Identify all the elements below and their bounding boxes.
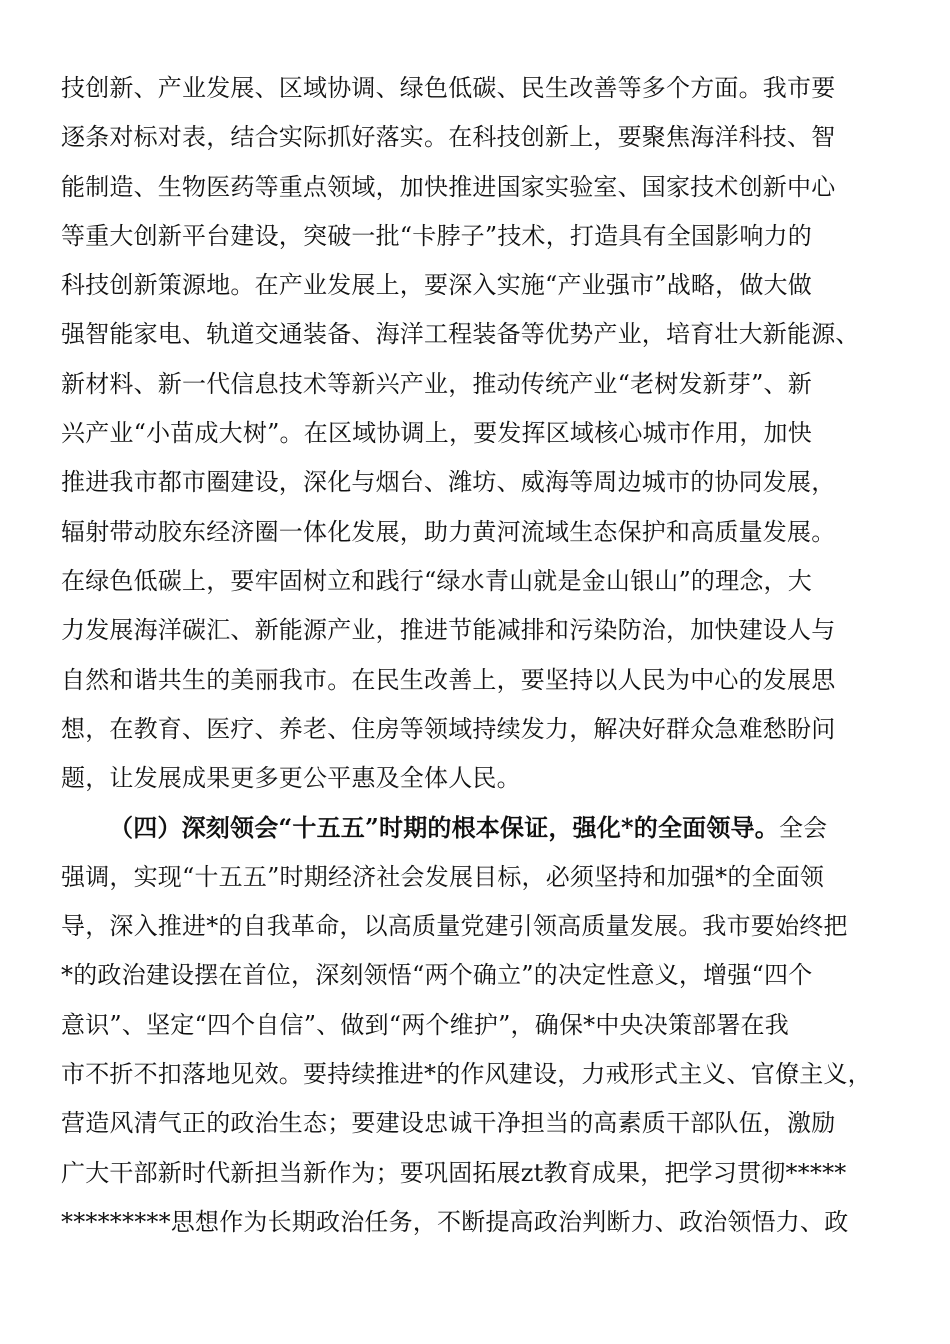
paragraph-line: 兴产业“小苗成大树”。在区域协调上，要发挥区域核心城市作用，加快: [61, 419, 812, 448]
paragraph-line: 市不折不扣落地见效。要持续推进*的作风建设，力戒形式主义、官僚主义，: [61, 1059, 872, 1088]
document-body: [61, 64, 891, 1247]
section-heading-rest: 全会: [778, 814, 828, 843]
paragraph-line: 意识”、坚定“四个自信”、做到“两个维护”，确保*中央决策部署在我: [61, 1010, 789, 1039]
paragraph-line: *的政治建设摆在首位，深刻领悟“两个确立”的决定性意义，增强“四个: [61, 961, 813, 990]
paragraph-line: 广大干部新时代新担当新作为；要巩固拓展zt教育成果，把学习贯彻*****: [61, 1158, 847, 1187]
paragraph-line: 推进我市都市圈建设，深化与烟台、潍坊、威海等周边城市的协同发展，: [61, 468, 836, 497]
paragraph-line: 导，深入推进*的自我革命，以高质量党建引领高质量发展。我市要始终把: [61, 912, 848, 941]
paragraph-line: 新材料、新一代信息技术等新兴产业，推动传统产业“老树发新芽”、新: [61, 369, 812, 398]
paragraph-line: 营造风清气正的政治生态；要建设忠诚干净担当的高素质干部队伍，激励: [61, 1109, 836, 1138]
paragraph-line: 辐射带动胶东经济圈一体化发展，助力黄河流域生态保护和高质量发展。: [61, 517, 836, 546]
paragraph-line: 自然和谐共生的美丽我市。在民生改善上，要坚持以人民为中心的发展思: [61, 665, 836, 694]
section-heading-line: [61, 803, 891, 852]
paragraph-line: 在绿色低碳上，要牢固树立和践行“绿水青山就是金山银山”的理念，大: [61, 566, 812, 595]
paragraph-line: 题，让发展成果更多更公平惠及全体人民。: [61, 764, 521, 793]
paragraph-line: 等重大创新平台建设，突破一批“卡脖子”技术，打造具有全国影响力的: [61, 221, 812, 250]
paragraph-line: 逐条对标对表，结合实际抓好落实。在科技创新上，要聚焦海洋科技、智: [61, 123, 836, 152]
paragraph-line: 科技创新策源地。在产业发展上，要深入实施“产业强市”战略，做大做: [61, 271, 812, 300]
paragraph-line: 强调，实现“十五五”时期经济社会发展目标，必须坚持和加强*的全面领: [61, 862, 825, 891]
paragraph-line: *********思想作为长期政治任务，不断提高政治判断力、政治领悟力、政: [61, 1207, 849, 1236]
paragraph-line: 力发展海洋碳汇、新能源产业，推进节能减排和污染防治，加快建设人与: [61, 616, 836, 645]
paragraph-line: 强智能家电、轨道交通装备、海洋工程装备等优势产业，培育壮大新能源、: [61, 320, 860, 349]
paragraph-line: 技创新、产业发展、区域协调、绿色低碳、民生改善等多个方面。我市要: [61, 74, 836, 102]
section-heading: （四）深刻领会“十五五”时期的根本保证，强化*的全面领导。: [109, 813, 779, 843]
paragraph-line: 想，在教育、医疗、养老、住房等领域持续发力，解决好群众急难愁盼问: [61, 714, 836, 743]
paragraph-line: 能制造、生物医药等重点领域，加快推进国家实验室、国家技术创新中心: [61, 172, 836, 201]
